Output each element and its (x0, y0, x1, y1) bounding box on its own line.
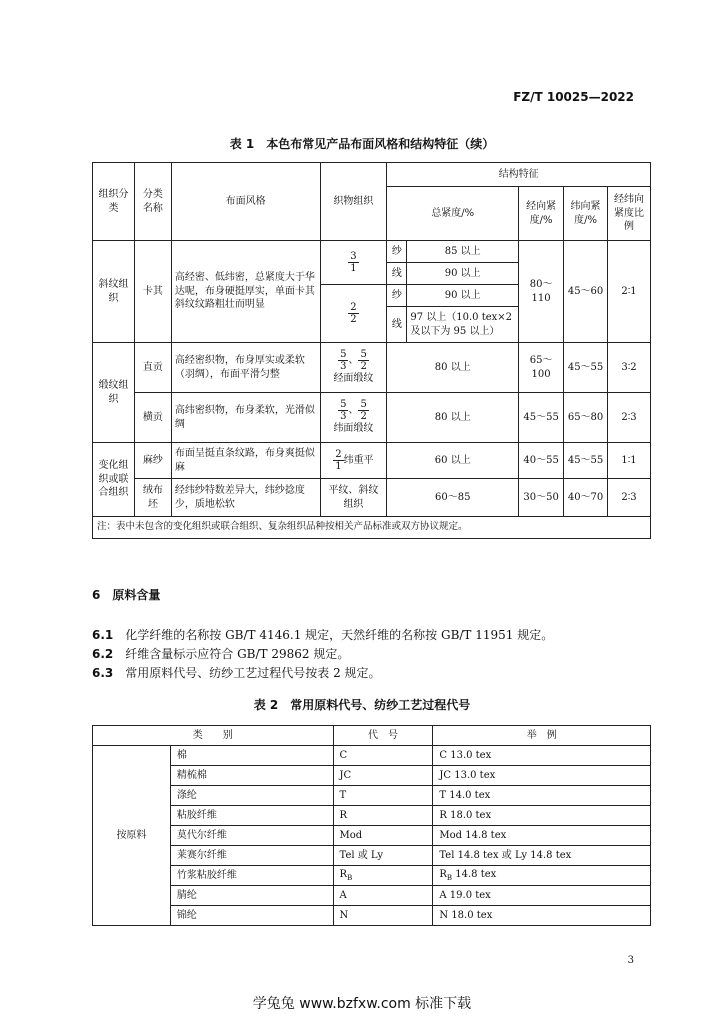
zhigong-style: 高经密织物，布身厚实或柔软（羽绸），布面平滑匀整 (171, 343, 320, 393)
zhigong-total: 80 以上 (387, 343, 519, 393)
henggong-ratio: 2∶3 (608, 393, 651, 443)
footer-watermark: 学兔兔 www.bzfxw.com 标准下载 (252, 996, 472, 1012)
weave-denominator: 2 (360, 361, 367, 373)
t2-row-name: 棉 (170, 746, 333, 766)
clause-text: 常用原料代号、纺纱工艺过程代号按表 2 规定。 (125, 666, 381, 680)
t2-head-code: 代 号 (333, 726, 433, 746)
t2-row-code: R (333, 806, 433, 826)
zhigong-warp: 65～100 (519, 343, 564, 393)
section-heading (92, 586, 160, 603)
zhigong-ratio: 3∶2 (608, 343, 651, 393)
section-title: 原料含量 (112, 588, 161, 602)
code-base: R (339, 868, 348, 880)
group-satin: 缎纹组织 (93, 343, 135, 443)
rongbu-weave: 平纹、斜纹组织 (320, 479, 387, 517)
section-number: 6 (92, 588, 101, 602)
khaki-total-2: 90 以上 (407, 263, 519, 285)
khaki-weft: 45～60 (564, 241, 608, 343)
zhigong-weft: 45～55 (564, 343, 608, 393)
group-twill: 斜纹组织 (93, 241, 135, 343)
table1 (92, 162, 651, 539)
t2-row-example (433, 866, 651, 886)
table2 (92, 725, 651, 926)
weave-numerator: 5 (340, 399, 347, 411)
paragraph-6-3 (92, 664, 381, 681)
weave-label: 纬重平 (343, 455, 374, 466)
t2-row-example: N 18.0 tex (433, 906, 651, 926)
example-rest: 14.8 tex (452, 868, 497, 880)
weave-denominator: 2 (350, 314, 357, 325)
paragraph-6-2 (92, 645, 349, 662)
khaki-ratio: 2∶1 (608, 241, 651, 343)
khaki-total-1: 85 以上 (407, 241, 519, 263)
t2-row-name: 莱赛尔纤维 (170, 846, 333, 866)
khaki-weave-2 (320, 285, 387, 343)
table1-note: 注：表中未包含的变化组织或联合组织、复杂组织品种按相关产品标准或双方协议规定。 (93, 517, 651, 539)
weave-denominator: 2 (360, 411, 367, 423)
t2-row-code (333, 866, 433, 886)
t2-row-code: Tel 或 Ly (333, 846, 433, 866)
weave-numerator: 3 (350, 251, 357, 262)
weave-denominator: 3 (340, 361, 347, 373)
rongbu-total: 60～85 (387, 479, 519, 517)
table1-title: 表 1 本色布常见产品布面风格和结构特征（续） (229, 137, 495, 151)
henggong-total: 80 以上 (387, 393, 519, 443)
weave-denominator: 1 (335, 461, 342, 472)
khaki-yarn-2: 纱 (387, 285, 407, 307)
masha-weave (320, 443, 387, 479)
t2-row-name: 锦纶 (170, 906, 333, 926)
rongbu-name: 绒布坯 (134, 479, 171, 517)
khaki-total-3: 90 以上 (407, 285, 519, 307)
zhigong-name: 直贡 (134, 343, 171, 393)
masha-ratio: 1∶1 (608, 443, 651, 479)
masha-style: 布面呈挺直条纹路，布身爽挺似麻 (171, 443, 320, 479)
head-style: 布面风格 (171, 163, 320, 241)
weave-label: 纬面缎纹 (333, 423, 374, 435)
rongbu-style: 经纬纱特数差异大，纬纱捻度少，质地松软 (171, 479, 320, 517)
paragraph-6-1 (92, 626, 553, 643)
weave-numerator: 2 (335, 449, 342, 460)
head-category: 分类名称 (134, 163, 171, 241)
henggong-name: 横贡 (134, 393, 171, 443)
example-base: R (439, 868, 447, 880)
rongbu-weft: 40～70 (564, 479, 608, 517)
t2-row-code: Mod (333, 826, 433, 846)
zhigong-weave: $\frac{5}{3}$ 、 $\frac{5}{2}$ 经面缎纹 (320, 343, 387, 393)
t2-row-code: N (333, 906, 433, 926)
head-total: 总紧度/% (387, 187, 519, 241)
head-weave: 织物组织 (320, 163, 387, 241)
t2-row-name: 精梳棉 (170, 766, 333, 786)
weave-numerator: 5 (340, 349, 347, 361)
t2-row-example: A 19.0 tex (433, 886, 651, 906)
rongbu-ratio: 2∶3 (608, 479, 651, 517)
clause-number: 6.3 (92, 666, 114, 680)
t2-row-code: A (333, 886, 433, 906)
group-mixed: 变化组织或联合组织 (93, 443, 135, 517)
t2-row-code: T (333, 786, 433, 806)
t2-row-example: R 18.0 tex (433, 806, 651, 826)
t2-row-example: Mod 14.8 tex (433, 826, 651, 846)
head-structure: 结构特征 (387, 163, 651, 187)
head-ratio: 经纬向紧度比例 (608, 187, 651, 241)
head-warp: 经向紧度/% (519, 187, 564, 241)
henggong-weft: 65～80 (564, 393, 608, 443)
khaki-warp: 80～110 (519, 241, 564, 343)
weave-numerator: 5 (360, 399, 367, 411)
weave-numerator: 5 (360, 349, 367, 361)
clause-text: 化学纤维的名称按 GB/T 4146.1 规定，天然纤维的名称按 GB/T 11951 规定。 (125, 628, 554, 642)
t2-row-code: C (333, 746, 433, 766)
t2-row-name: 莫代尔纤维 (170, 826, 333, 846)
clause-number: 6.2 (92, 647, 114, 661)
henggong-warp: 45～55 (519, 393, 564, 443)
t2-row-example: JC 13.0 tex (433, 766, 651, 786)
khaki-total-4: 97 以上（10.0 tex×2 及以下为 95 以上） (407, 307, 519, 343)
code-subscript: B (347, 873, 353, 882)
weave-denominator: 1 (350, 263, 357, 274)
khaki-weave-1 (320, 241, 387, 285)
khaki-thread-2: 线 (387, 307, 407, 343)
t2-row-example: Tel 14.8 tex 或 Ly 14.8 tex (433, 846, 651, 866)
t2-row-example: T 14.0 tex (433, 786, 651, 806)
page-number: 3 (627, 955, 634, 966)
masha-warp: 40～55 (519, 443, 564, 479)
standard-number: FZ/T 10025—2022 (513, 90, 634, 104)
masha-total: 60 以上 (387, 443, 519, 479)
weave-label: 经面缎纹 (333, 373, 374, 385)
head-group: 组织分类 (93, 163, 135, 241)
khaki-name: 卡其 (134, 241, 171, 343)
t2-row-name: 竹浆粘胶纤维 (170, 866, 333, 886)
example-subscript: B (446, 873, 453, 882)
masha-name: 麻纱 (134, 443, 171, 479)
henggong-weave: $\frac{5}{3}$ 、 $\frac{5}{2}$ 纬面缎纹 (320, 393, 387, 443)
t2-row-example: C 13.0 tex (433, 746, 651, 766)
t2-group: 按原料 (93, 746, 171, 926)
khaki-yarn-1: 纱 (387, 241, 407, 263)
rongbu-warp: 30～50 (519, 479, 564, 517)
t2-row-name: 涤纶 (170, 786, 333, 806)
henggong-style: 高纬密织物，布身柔软，光滑似绸 (171, 393, 320, 443)
t2-row-name: 粘胶纤维 (170, 806, 333, 826)
table2-title: 表 2 常用原料代号、纺纱工艺过程代号 (253, 698, 471, 712)
t2-head-category: 类 别 (93, 726, 334, 746)
clause-text: 纤维含量标示应符合 GB/T 29862 规定。 (125, 647, 350, 661)
weave-numerator: 2 (350, 302, 357, 313)
t2-head-example: 举 例 (433, 726, 651, 746)
clause-number: 6.1 (92, 628, 114, 642)
t2-row-code: JC (333, 766, 433, 786)
masha-weft: 45～55 (564, 443, 608, 479)
head-weft: 纬向紧度/% (564, 187, 608, 241)
khaki-style: 高经密、低纬密，总紧度大于华达呢，布身硬挺厚实，单面卡其斜纹纹路粗壮而明显 (171, 241, 320, 343)
t2-row-name: 腈纶 (170, 886, 333, 906)
weave-denominator: 3 (340, 411, 347, 423)
khaki-thread-1: 线 (387, 263, 407, 285)
